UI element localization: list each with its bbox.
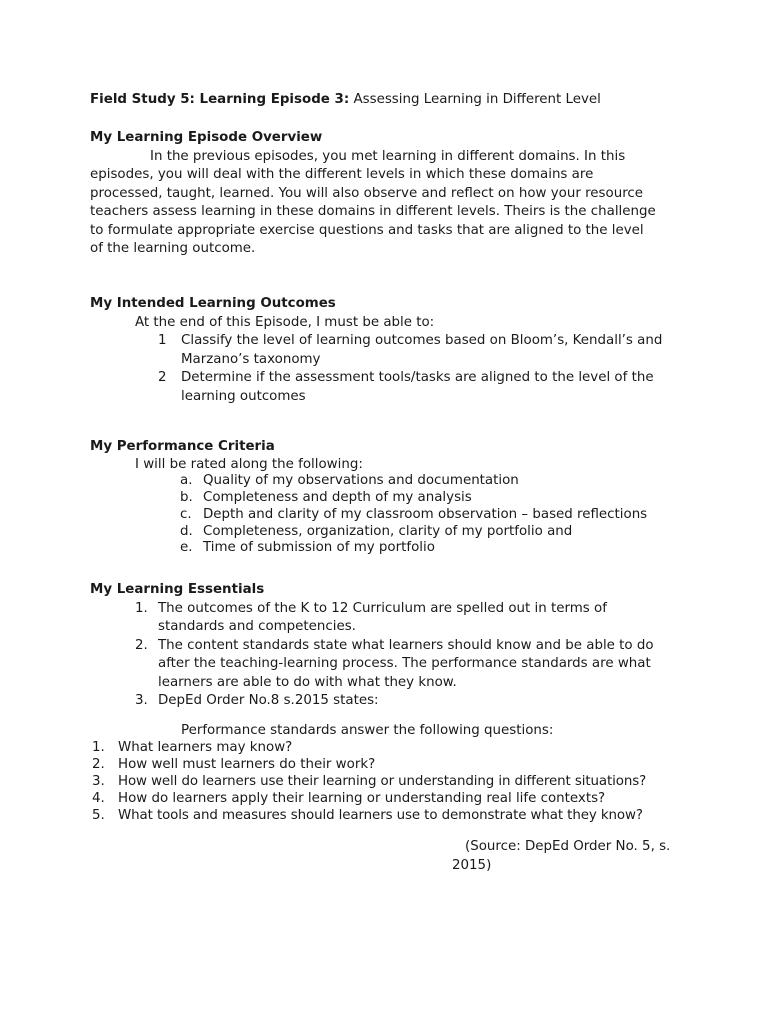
criteria-item	[90, 473, 690, 490]
question-text: How well must learners do their work?	[118, 757, 376, 772]
outcome-item	[90, 332, 690, 369]
question-number: 5.	[92, 808, 105, 823]
question-text: How do learners apply their learning or understanding real life contexts?	[118, 791, 606, 806]
criteria-heading: My Performance Criteria	[90, 439, 275, 454]
question-item	[92, 807, 692, 824]
source-citation	[452, 838, 692, 875]
criteria-text: Completeness, organization, clarity of my portfolio and	[203, 523, 573, 539]
outcome-text: Classify the level of learning outcomes based on Bloom’s, Kendall’s and Marzano’s taxonomy	[181, 333, 663, 367]
outcome-text: Determine if the assessment tools/tasks are aligned to the level of the learning outcomes	[181, 370, 654, 404]
question-number: 3.	[92, 774, 105, 789]
outcomes-section	[90, 295, 690, 406]
essential-item	[90, 692, 675, 711]
source-line-1: (Source: DepEd Order No. 5, s.	[465, 839, 671, 854]
essential-item	[90, 637, 675, 693]
question-number: 2.	[92, 757, 105, 772]
essential-number: 3.	[135, 693, 148, 708]
criteria-letter: a.	[180, 473, 193, 489]
question-number: 1.	[92, 740, 105, 755]
criteria-item	[90, 507, 690, 524]
essential-number: 2.	[135, 637, 148, 653]
overview-section	[90, 129, 690, 259]
outcome-number: 1	[158, 333, 167, 348]
outcomes-heading: My Intended Learning Outcomes	[90, 296, 336, 311]
overview-heading: My Learning Episode Overview	[90, 130, 323, 145]
performance-standards-block	[92, 722, 692, 824]
criteria-item	[90, 540, 690, 557]
criteria-letter: e.	[180, 540, 193, 556]
question-text: What learners may know?	[118, 740, 293, 755]
question-text: How well do learners use their learning or understanding in different situations?	[118, 774, 647, 789]
essential-text: DepEd Order No.8 s.2015 states:	[158, 693, 379, 708]
criteria-item	[90, 524, 690, 541]
question-item	[92, 790, 692, 807]
title-rest: Assessing Learning in Different Level	[353, 92, 601, 107]
title-bold: Field Study 5: Learning Episode 3:	[90, 92, 350, 107]
essentials-section	[90, 581, 690, 711]
criteria-text: Completeness and depth of my analysis	[203, 490, 472, 506]
criteria-text: Depth and clarity of my classroom observation – based reflections	[203, 506, 648, 522]
criteria-text: Quality of my observations and documentation	[203, 473, 519, 489]
outcome-item	[90, 369, 690, 406]
document-title	[90, 91, 690, 110]
criteria-text: Time of submission of my portfolio	[203, 540, 435, 556]
question-item	[92, 773, 692, 790]
criteria-item	[90, 490, 690, 507]
question-item	[92, 756, 692, 773]
essential-text: The outcomes of the K to 12 Curriculum are spelled out in terms of standards and competencies.	[158, 600, 607, 634]
essential-item	[90, 600, 675, 637]
criteria-letter: b.	[180, 490, 193, 506]
essential-number: 1.	[135, 600, 148, 616]
question-text: What tools and measures should learners use to demonstrate what they know?	[118, 808, 643, 823]
overview-body: In the previous episodes, you met learning in different domains. In this episodes, you will deal with the different levels in which these domains are processed, taught, learned. You will also observe and reflect on how your resource teachers assess learning in these domains in different levels. Theirs is the challenge to formulate appropriate exercise questions and tasks that are aligned to the level of the learning outcome.	[90, 148, 656, 256]
criteria-intro: I will be rated along the following:	[135, 456, 363, 472]
question-item	[92, 739, 692, 756]
source-line-2: 2015)	[452, 857, 492, 873]
question-number: 4.	[92, 791, 105, 806]
outcome-number: 2	[158, 370, 167, 385]
criteria-letter: c.	[180, 506, 192, 522]
essential-text: The content standards state what learners should know and be able to do after the teaching-learning process. The performance standards are what learners are able to do with what they know.	[158, 637, 654, 690]
criteria-section	[90, 438, 690, 557]
essentials-heading: My Learning Essentials	[90, 582, 265, 597]
criteria-letter: d.	[180, 523, 193, 539]
outcomes-intro: At the end of this Episode, I must be able to:	[135, 314, 435, 330]
quote-intro: Performance standards answer the following questions:	[181, 723, 554, 738]
